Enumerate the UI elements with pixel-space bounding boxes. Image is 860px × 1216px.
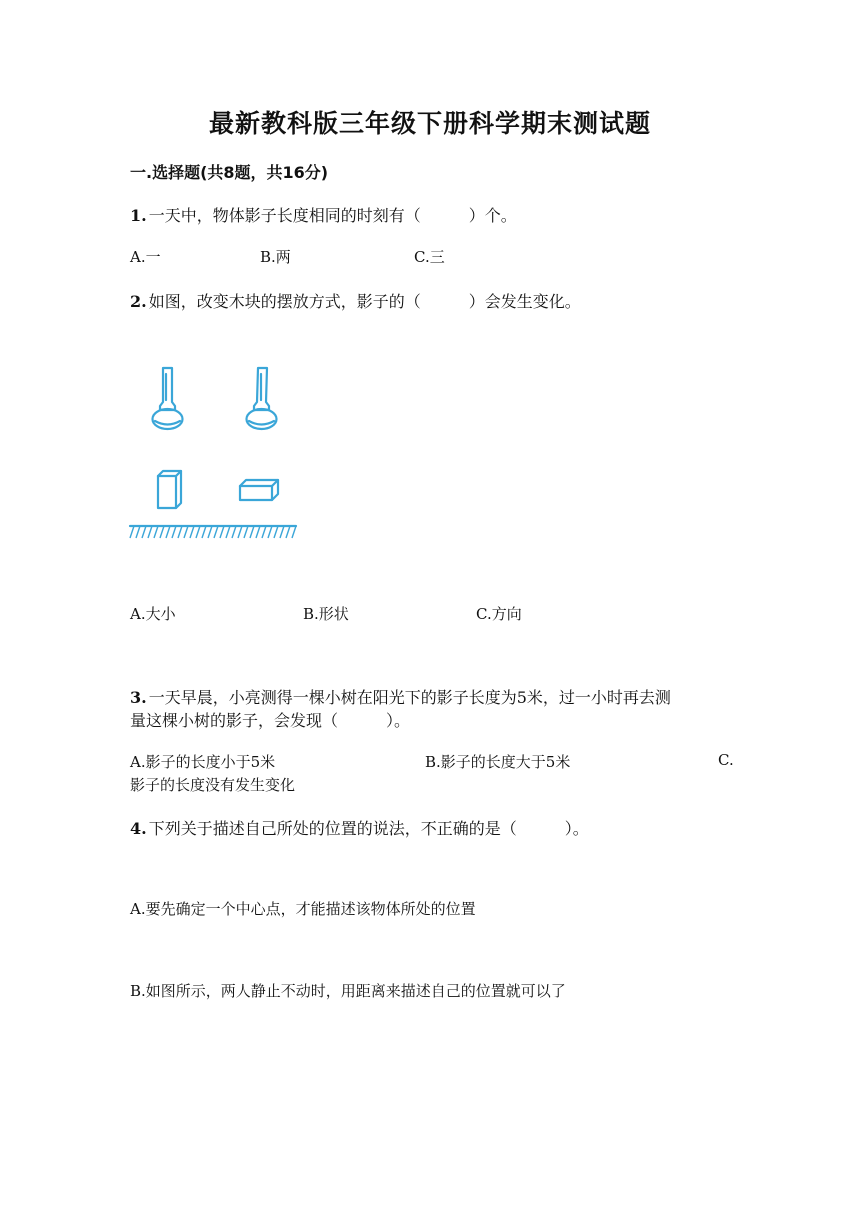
question-3-line2: 量这棵小树的影子，会发现（ ）。 [130, 711, 411, 730]
question-3 [130, 685, 671, 708]
question-text: 一天早晨，小亮测得一棵小树在阳光下的影子长度为5米，过一小时再去测 [148, 688, 671, 707]
page-title: 最新教科版三年级下册科学期末测试题 [208, 109, 651, 138]
option-2b: B.形状 [303, 605, 349, 623]
question-4 [130, 816, 589, 839]
question-number: 4. [130, 819, 147, 838]
option-4a: A.要先确定一个中心点，才能描述该物体所处的位置 [130, 900, 476, 918]
question-2 [130, 289, 581, 312]
question-text: 一天中，物体影子长度相同的时刻有（ ）个。 [148, 206, 517, 225]
option-1b: B.两 [260, 248, 291, 266]
flat-block [240, 480, 278, 500]
option-3b: B.影子的长度大于5米 [425, 753, 571, 771]
question-number: 2. [130, 292, 147, 311]
upright-block [158, 471, 181, 508]
section-heading: 一.选择题(共8题，共16分) [130, 163, 329, 182]
flashlight-icon [247, 368, 277, 429]
option-1c: C.三 [414, 248, 445, 266]
question-number: 3. [130, 688, 147, 707]
question-number: 1. [130, 206, 147, 225]
option-3c: C. [718, 751, 734, 769]
option-4b: B.如图所示，两人静止不动时，用距离来描述自己的位置就可以了 [130, 982, 566, 1000]
ground-hatch [130, 526, 296, 538]
flashlight-block-figure [128, 366, 298, 546]
option-3a: A.影子的长度小于5米 [130, 753, 276, 771]
question-text: 如图，改变木块的摆放方式，影子的（ ）会发生变化。 [148, 292, 581, 311]
option-3c-text: 影子的长度没有发生变化 [130, 776, 296, 794]
option-2a: A.大小 [130, 605, 176, 623]
flashlight-icon [153, 368, 183, 429]
question-1 [130, 203, 517, 226]
option-2c: C.方向 [476, 605, 522, 623]
option-1a: A.一 [130, 248, 161, 266]
question-text: 下列关于描述自己所处的位置的说法，不正确的是（ ）。 [148, 819, 589, 838]
